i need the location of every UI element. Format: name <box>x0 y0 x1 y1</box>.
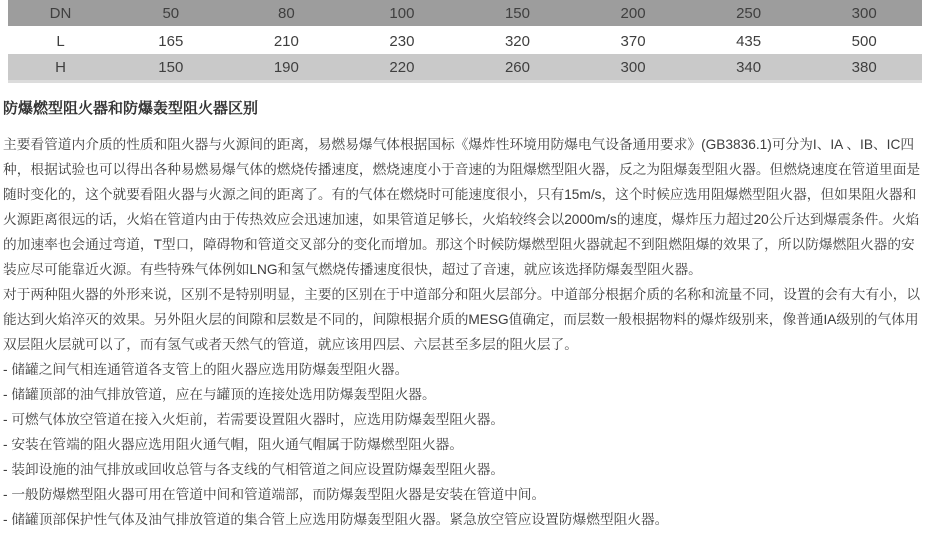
list-item: - 装卸设施的油气排放或回收总管与各支线的气相管道之间应设置防爆轰型阻火器。 <box>3 462 505 477</box>
bullet-list <box>3 357 922 532</box>
paragraph: 对于两种阻火器的外形来说，区别不是特别明显，主要的区别在于中道部分和阻火层部分。中道部分根据介质的名称和流量不同，设置的会有大有小，以能达到火焰淬灭的效果。另外阻火层的间隙和层数是不同的，间隙根据介质的MESG值确定，而层数一般根据物料的爆炸级别来，像普通IA级别的气体用双层阻火层就可以了，而有氢气或者天然气的管道，就应该用四层、六层甚至多层的阻火层了。 <box>3 287 921 352</box>
table-cell: 165 <box>113 28 229 54</box>
table-row-dn <box>8 0 922 28</box>
table-cell: 220 <box>344 54 460 83</box>
table-cell: 100 <box>344 0 460 28</box>
row-label-dn: DN <box>8 0 113 28</box>
list-item: - 可燃气体放空管道在接入火炬前，若需要设置阻火器时，应选用防爆轰型阻火器。 <box>3 412 505 427</box>
table-cell: 380 <box>806 54 922 83</box>
list-item: - 储罐顶部保护性气体及油气排放管道的集合管上应选用防爆轰型阻火器。紧急放空管应设置防爆燃型阻火器。 <box>3 512 669 527</box>
paragraph: 主要看管道内介质的性质和阻火器与火源间的距离，易燃易爆气体根据国标《爆炸性环境用防爆电气设备通用要求》(GB3836.1)可分为I、IA 、IB、IC四种，根据试验也可以得出各种易燃易爆气体的燃烧传播速度，燃烧速度小于音速的为阻爆燃型阻火器，反之为阻爆轰型阻火器。但燃烧速度在管道里面是随时变化的，这个就要看阻火器与火源之间的距离了。有的气体在燃烧时可能速度很小，只有15m/s，这个时候应选用阻爆燃型阻火器，但如果阻火器和火源距离很远的话，火焰在管道内由于传热效应会迅速加速，如果管道足够长，火焰较终会以2000m/s的速度，爆炸压力超过20公斤达到爆震条件。火焰的加速率也会通过弯道，T型口，障碍物和管道交叉部分的变化而增加。那这个时候防爆燃型阻火器就起不到阻燃阻爆的效果了，所以防爆燃阻火器的安装应尽可能靠近火源。有些特殊气体例如LNG和氢气燃烧传播速度很快，超过了音速，就应该选择防爆轰型阻火器。 <box>3 137 921 277</box>
table-cell: 190 <box>229 54 345 83</box>
table-cell: 150 <box>113 54 229 83</box>
table-cell: 150 <box>460 0 576 28</box>
table-row-h <box>8 54 922 83</box>
list-item: - 一般防爆燃型阻火器可用在管道中间和管道端部，而防爆轰型阻火器是安装在管道中间。 <box>3 487 546 502</box>
table-cell: 435 <box>691 28 807 54</box>
list-item: - 储罐顶部的油气排放管道，应在与罐顶的连接处选用防爆轰型阻火器。 <box>3 387 436 402</box>
table-cell: 340 <box>691 54 807 83</box>
section-heading: 防爆燃型阻火器和防爆轰型阻火器区别 <box>3 100 259 117</box>
table-cell: 210 <box>229 28 345 54</box>
table-cell: 300 <box>575 54 691 83</box>
row-label-h: H <box>8 54 113 83</box>
table-cell: 250 <box>691 0 807 28</box>
row-label-l: L <box>8 28 113 54</box>
spec-table <box>8 0 922 83</box>
table-cell: 230 <box>344 28 460 54</box>
article <box>0 99 929 532</box>
table-cell: 200 <box>575 0 691 28</box>
table-row-l <box>8 28 922 54</box>
table-cell: 370 <box>575 28 691 54</box>
table-cell: 260 <box>460 54 576 83</box>
table-cell: 500 <box>806 28 922 54</box>
table-cell: 80 <box>229 0 345 28</box>
list-item: - 储罐之间气相连通管道各支管上的阻火器应选用防爆轰型阻火器。 <box>3 362 409 377</box>
table-cell: 300 <box>806 0 922 28</box>
table-cell: 50 <box>113 0 229 28</box>
table-cell: 320 <box>460 28 576 54</box>
list-item: - 安装在管端的阻火器应选用阻火通气帽，阻火通气帽属于防爆燃型阻火器。 <box>3 437 464 452</box>
